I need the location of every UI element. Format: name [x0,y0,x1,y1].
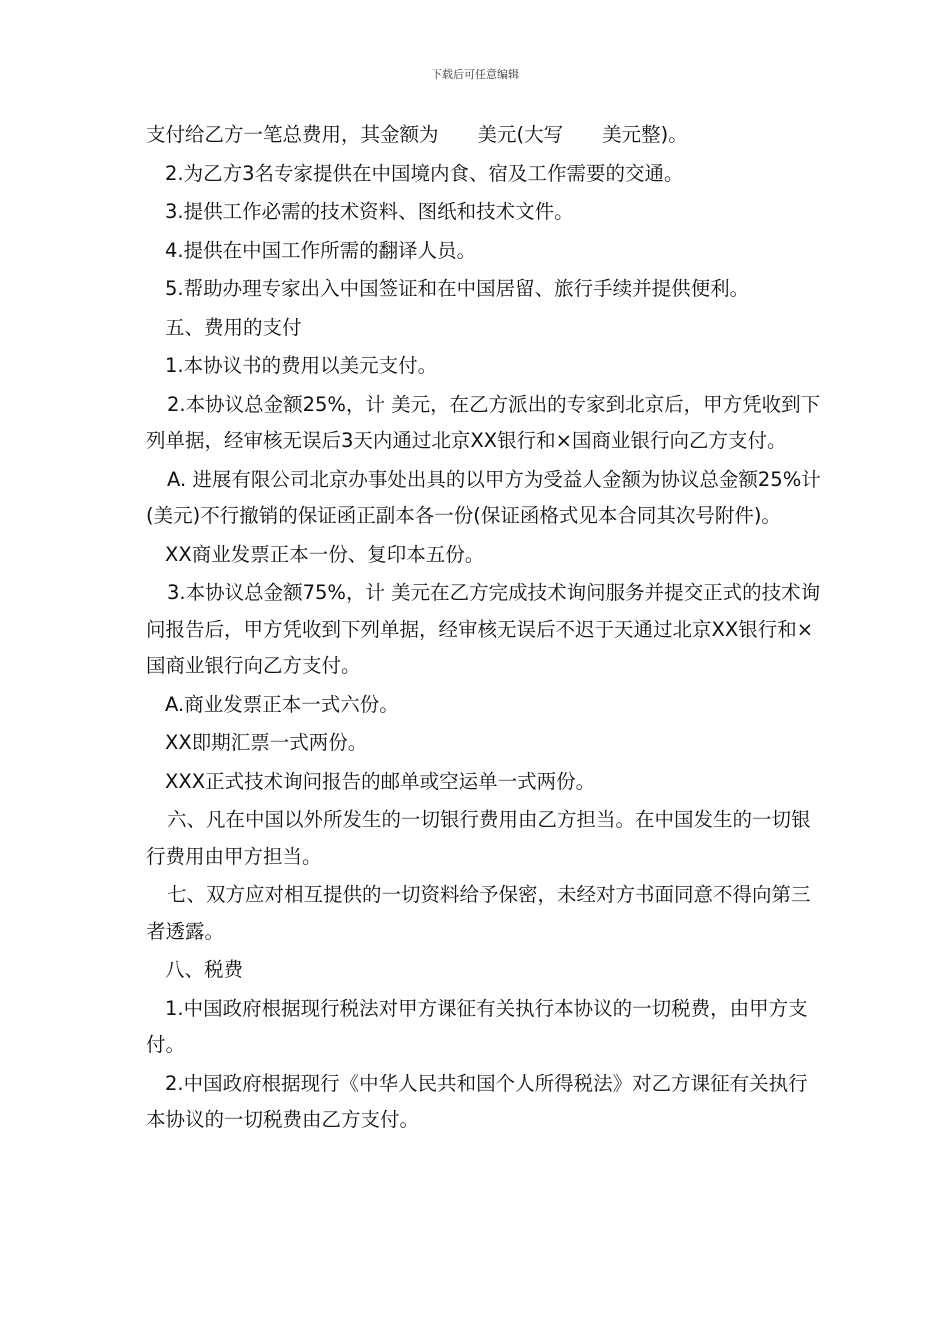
paragraph-payment-3a: A.商业发票正本一式六份。 [165,692,399,716]
section-heading-payment: 五、费用的支付 [165,315,302,339]
paragraph-payment-3b: XX即期汇票一式两份。 [165,731,368,754]
paragraph-payment-2a: A. 进展有限公司北京办事处出具的以甲方为受益人金额为协议总金额25%计(美元)不行撤销的保证函正副本各一份(保证函格式见本合同其次号附件)。 [146,467,821,527]
paragraph-payment-2b: XX商业发票正本一份、复印本五份。 [165,542,485,566]
document-body [146,117,826,1141]
header-note: 下载后可任意编辑 [431,68,519,81]
paragraph-item-5: 5.帮助办理专家出入中国签证和在中国居留、旅行手续并提供便利。 [165,277,750,300]
paragraph-payment-1: 1.本协议书的费用以美元支付。 [165,354,438,377]
paragraph-payment-3c: XXX正式技术询问报告的邮单或空运单一式两份。 [165,769,596,793]
paragraph-payment-3: 3.本协议总金额75%，计 美元在乙方完成技术询问服务并提交正式的技术询问报告后，甲方凭收到下列单据，经审核无误后不迟于天通过北京XX银行和×国商业银行向乙方支付。 [146,581,821,677]
paragraph-item-2: 2.为乙方3名专家提供在中国境内食、宿及工作需要的交通。 [165,161,684,185]
section-six-bank-fees: 六、凡在中国以外所发生的一切银行费用由乙方担当。在中国发生的一切银行费用由甲方担当。 [146,808,811,868]
paragraph-item-4: 4.提供在中国工作所需的翻译人员。 [165,238,477,262]
paragraph-taxes-1: 1.中国政府根据现行税法对甲方课征有关执行本协议的一切税费，由甲方支付。 [146,996,808,1056]
section-heading-taxes: 八、税费 [165,958,244,981]
paragraph-item-3: 3.提供工作必需的技术资料、图纸和技术文件。 [165,200,574,223]
section-seven-confidentiality: 七、双方应对相互提供的一切资料给予保密，未经对方书面同意不得向第三者透露。 [146,883,811,943]
paragraph-continuation: 支付给乙方一笔总费用，其金额为 美元(大写 美元整)。 [146,123,688,146]
paragraph-payment-2: 2.本协议总金额25%，计 美元，在乙方派出的专家到北京后，甲方凭收到下列单据，经审核无误后3天内通过北京XX银行和×国商业银行向乙方支付。 [146,392,821,452]
paragraph-taxes-2: 2.中国政府根据现行《中华人民共和国个人所得税法》对乙方课征有关执行本协议的一切税费由乙方支付。 [146,1071,808,1131]
